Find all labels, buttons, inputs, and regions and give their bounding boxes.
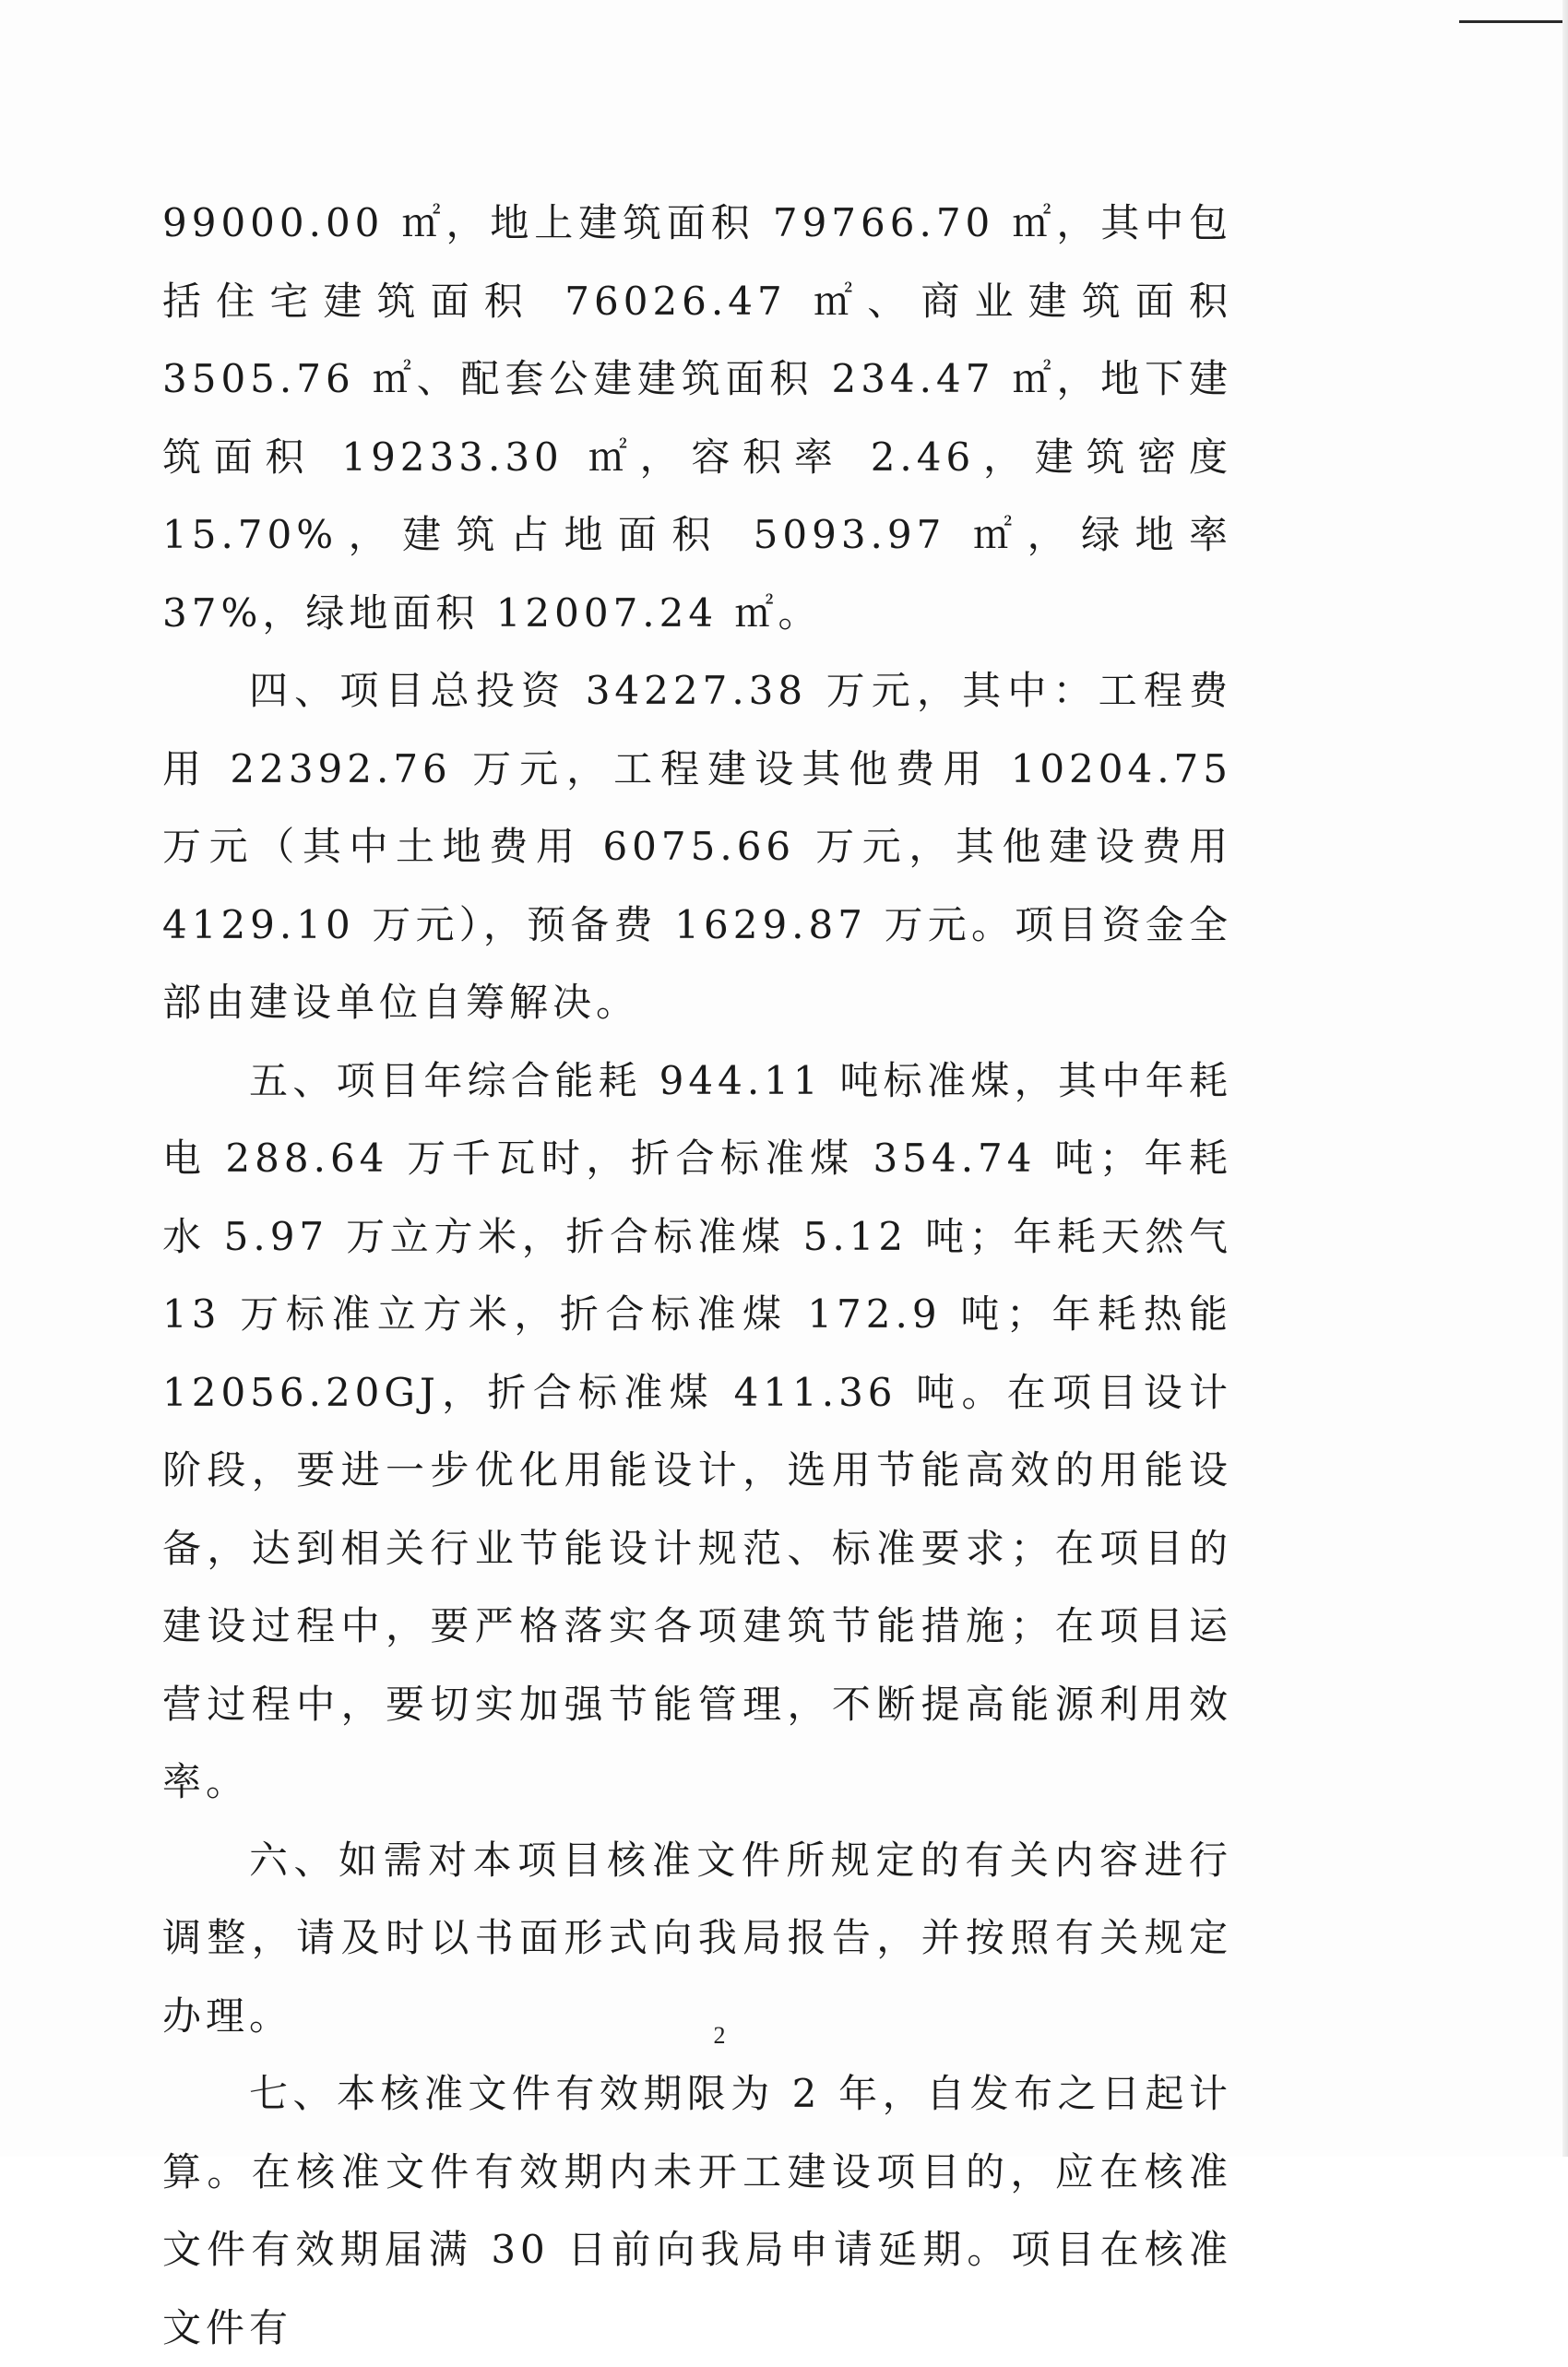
scan-edge bbox=[1562, 0, 1568, 2157]
paragraph-item-7-validity: 七、本核准文件有效期限为 2 年，自发布之日起计算。在核准文件有效期内未开工建设项目的，应在核准文件有效期届满 30 日前向我局申请延期。项目在核准文件有 bbox=[162, 2071, 1232, 2350]
paragraph-item-6-adjustment: 六、如需对本项目核准文件所规定的有关内容进行调整，请及时以书面形式向我局报告，并按照有关规定办理。 bbox=[162, 1837, 1232, 2039]
corner-rule bbox=[1459, 20, 1562, 23]
paragraph-continuation: 99000.00 ㎡，地上建筑面积 79766.70 ㎡，其中包括住宅建筑面积 76026.47 ㎡、商业建筑面积 3505.76 ㎡、配套公建建筑面积 234.47 ㎡，地下建筑面积 19233.30 ㎡，容积率 2.46，建筑密度 15.70%，建筑占地面积 5093.97 ㎡，绿地率 37%，绿地面积 12007.24 ㎡。 bbox=[162, 200, 1232, 636]
paragraph-item-5-energy: 五、项目年综合能耗 944.11 吨标准煤，其中年耗电 288.64 万千瓦时，折合标准煤 354.74 吨；年耗水 5.97 万立方米，折合标准煤 5.12 吨；年耗天然气 13 万标准立方米，折合标准煤 172.9 吨；年耗热能 12056.20GJ，折合标准煤 411.36 吨。在项目设计阶段，要进一步优化用能设计，选用节能高效的用能设备，达到相关行业节能设计规范、标准要求；在项目的建设过程中，要严格落实各项建筑节能措施；在项目运营过程中，要切实加强节能管理，不断提高能源利用效率。 bbox=[162, 1057, 1232, 1804]
page-number: 2 bbox=[713, 2022, 726, 2049]
paragraph-item-4-investment: 四、项目总投资 34227.38 万元，其中：工程费用 22392.76 万元，工程建设其他费用 10204.75 万元（其中土地费用 6075.66 万元，其他建设费用 4129.10 万元），预备费 1629.87 万元。项目资金全部由建设单位自筹解决。 bbox=[162, 668, 1232, 1025]
